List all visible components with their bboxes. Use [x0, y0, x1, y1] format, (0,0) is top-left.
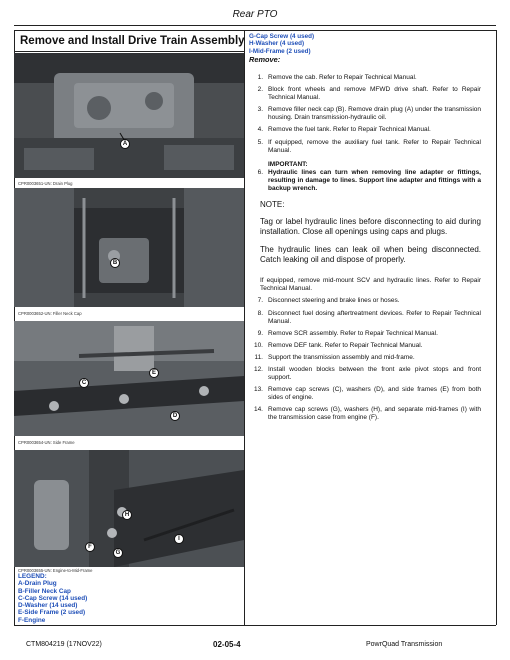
- frame-right-rule: [496, 30, 497, 625]
- legend-item: E-Side Frame (2 used): [18, 609, 86, 617]
- step-text: Support the transmission assembly and mid-frame.: [268, 353, 415, 361]
- footer-page-number: 02-05-4: [213, 640, 241, 649]
- footer-document-id: CTM804219 (17NOV22): [26, 641, 102, 648]
- step-number: 12.: [253, 365, 263, 373]
- step: [249, 386, 481, 402]
- step: [249, 406, 481, 422]
- important-text: Hydraulic lines can turn when removing line adapter or fittings, resulting in damage to lines. Support line adapter and fittings with a backup wrench.: [268, 168, 481, 193]
- photo-filler-neck-cap-image: [14, 188, 244, 307]
- step-text: Remove cap screws (C), washers (D), and side frames (E) from both sides of engine.: [268, 386, 481, 402]
- step-text: Block front wheels and remove MFWD drive shaft. Refer to Repair Technical Manual.: [268, 86, 481, 102]
- step-number: 8.: [257, 309, 263, 317]
- step-text: Remove the fuel tank. Refer to Repair Technical Manual.: [268, 126, 431, 134]
- photo-filler-neck-cap: [14, 188, 244, 307]
- parts-list: [249, 33, 314, 64]
- step: [249, 330, 481, 338]
- step: [249, 86, 481, 102]
- step-number: 10.: [253, 341, 263, 349]
- step-text: Remove DEF tank. Refer to Repair Technical Manual.: [268, 341, 423, 349]
- important-heading: IMPORTANT:: [268, 160, 308, 168]
- photo-side-frame: [14, 321, 244, 436]
- legend-item: A-Drain Plug: [18, 580, 57, 588]
- callout-f: F: [85, 542, 95, 552]
- photo-engine-to-mid-frame-image: [14, 450, 244, 567]
- step-number: 7.: [257, 297, 263, 305]
- step: [249, 354, 481, 362]
- step: [249, 310, 481, 326]
- step-text: Remove cap screws (G), washers (H), and separate mid-frames (I) with the transmission case from engine (F).: [268, 406, 481, 422]
- callout-i: I: [174, 534, 184, 544]
- part-item: H-Washer (4 used): [249, 40, 305, 48]
- callout-e: E: [149, 368, 159, 378]
- frame-bottom-rule: [14, 625, 496, 626]
- note-text: Tag or label hydraulic lines before disconnecting to aid during installation. Close all openings using caps and plugs.: [260, 217, 481, 237]
- header-rule: [14, 25, 496, 26]
- step-number: 3.: [257, 106, 263, 114]
- photo-engine-to-mid-frame: [14, 450, 244, 567]
- step: [249, 74, 481, 82]
- callout-c: C: [79, 378, 89, 388]
- caption-engine-to-mid-frame: CPR0003655-UN: Engine-to-Mid-Frame: [18, 568, 93, 573]
- legend: [18, 573, 87, 624]
- step-text: Remove the cab. Refer to Repair Technical Manual.: [268, 74, 417, 81]
- legend-item: B-Filler Neck Cap: [18, 587, 71, 595]
- procedure-steps: [249, 74, 481, 427]
- step-number: 14.: [253, 406, 263, 414]
- section-title-rule: [14, 51, 244, 52]
- step-text: Remove SCR assembly. Refer to Repair Technical Manual.: [268, 329, 438, 337]
- part-item: I-Mid-Frame (2 used): [249, 47, 311, 55]
- step: [249, 139, 481, 155]
- header-title: Rear PTO: [232, 9, 278, 20]
- legend-title: LEGEND:: [18, 573, 47, 580]
- callout-g: G: [113, 548, 123, 558]
- caption-side-frame: CPR0003654-UN: Side Frame: [18, 440, 75, 445]
- legend-item: C-Cap Screw (14 used): [18, 594, 88, 602]
- step: [249, 126, 481, 134]
- frame-column-divider: [244, 30, 245, 625]
- step-important: [249, 169, 481, 193]
- step: [249, 342, 481, 350]
- note-label: NOTE:: [260, 200, 285, 210]
- step-number: 1.: [257, 74, 263, 81]
- step: [249, 366, 481, 382]
- legend-item: D-Washer (14 used): [18, 602, 78, 610]
- photo-drain-plug: [14, 53, 244, 178]
- step: [249, 297, 481, 305]
- step-number: 11.: [254, 353, 263, 361]
- part-item: G-Cap Screw (4 used): [249, 33, 315, 40]
- equipped-paragraph: If equipped, remove mid-mount SCV and hydraulic lines. Refer to Repair Technical Manual.: [260, 277, 481, 293]
- note-text: The hydraulic lines can leak oil when being disconnected. Catch leaking oil and dispose of properly.: [260, 245, 481, 265]
- footer-manual-title: PowrQuad Transmission: [366, 641, 443, 648]
- step-text: Disconnect steering and brake lines or hoses.: [268, 297, 400, 305]
- legend-item: F-Engine: [18, 616, 46, 624]
- step-text: Disconnect fuel dosing aftertreatment devices. Refer to Repair Technical Manual.: [268, 309, 481, 325]
- caption-drain-plug: CPR0003651-UN: Drain Plug: [18, 181, 73, 186]
- parts-heading: Remove:: [249, 55, 281, 65]
- section-title: Remove and Install Drive Train Assembly: [20, 35, 245, 47]
- step-number: 4.: [257, 126, 263, 134]
- step-number: 5.: [257, 138, 263, 146]
- step: [249, 106, 481, 122]
- step-number: 13.: [253, 386, 263, 394]
- callout-b: B: [110, 258, 120, 268]
- callout-h: H: [122, 510, 132, 520]
- caption-filler-neck-cap: CPR0003652-UN: Filler Neck Cap: [18, 311, 82, 316]
- callout-d: D: [170, 411, 180, 421]
- step-number: 6.: [257, 168, 263, 176]
- step-number: 2.: [257, 86, 263, 94]
- page-header: [0, 0, 510, 28]
- step-text: If equipped, remove the auxiliary fuel tank. Refer to Repair Technical Manual.: [268, 138, 481, 154]
- note-block: [249, 201, 481, 265]
- callout-a: A: [120, 139, 130, 149]
- photo-side-frame-image: [14, 321, 244, 436]
- photo-drain-plug-image: [14, 53, 244, 178]
- step-text: Remove filler neck cap (B). Remove drain plug (A) under the transmission housing. Drain transmission-hydraulic oil.: [268, 106, 481, 122]
- step-text: Install wooden blocks between the front axle pivot stops and front support.: [268, 365, 481, 382]
- step-number: 9.: [257, 329, 263, 337]
